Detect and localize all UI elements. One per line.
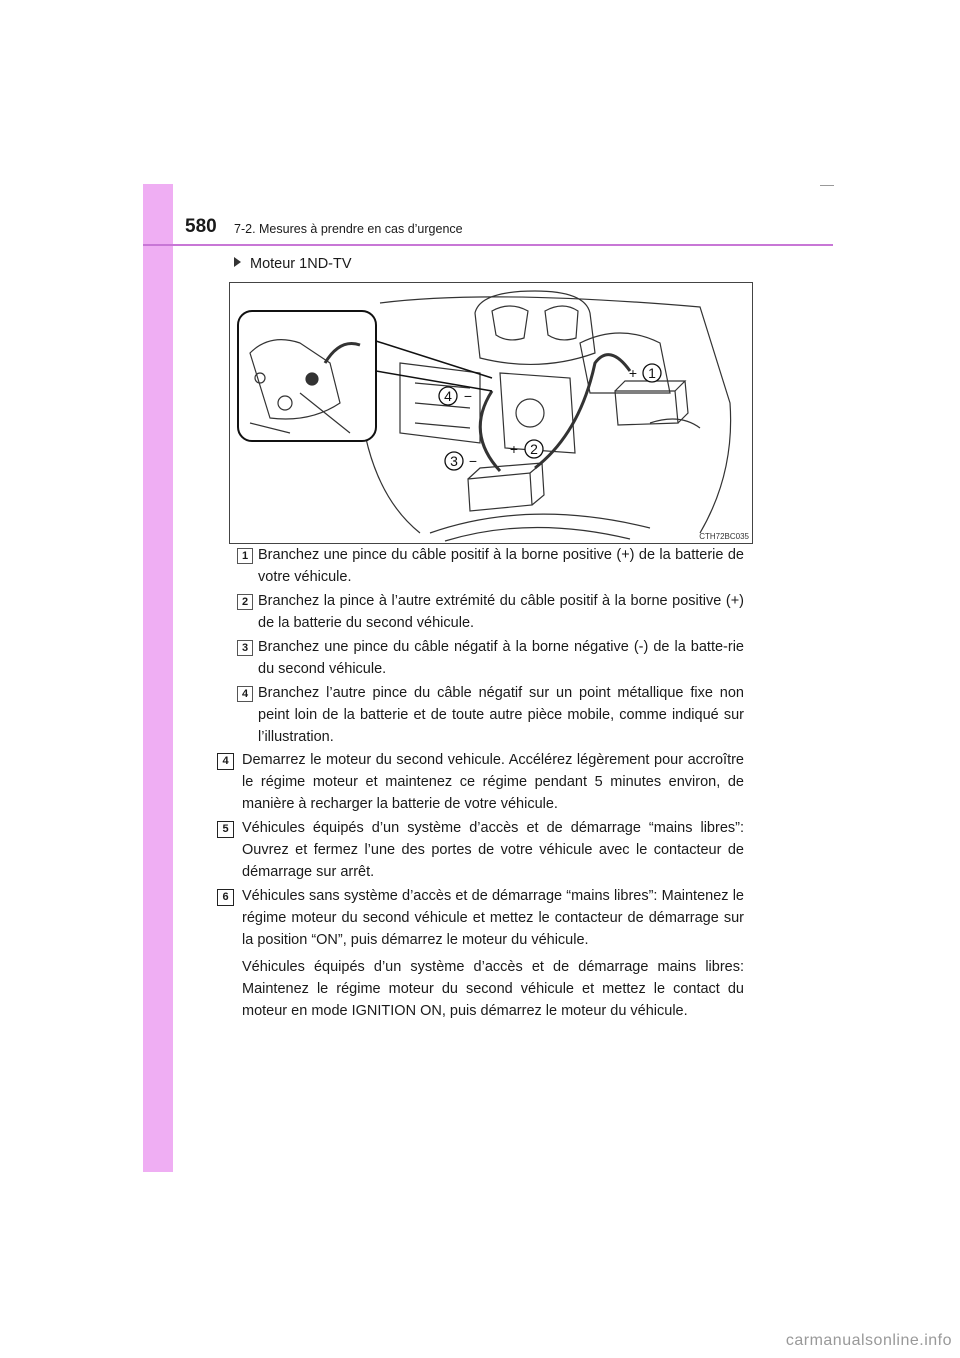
figure-code: CTH72BC035 xyxy=(699,532,749,541)
item-number-4: 4 xyxy=(237,686,253,702)
item-text-1: Branchez une pince du câble positif à la borne positive (+) de la batterie de votre véhicule. xyxy=(258,547,744,585)
page-number: 580 xyxy=(185,216,217,237)
subheading-text: Moteur 1ND-TV xyxy=(250,256,352,272)
item-text-4: Branchez l’autre pince du câble négatif sur un point métallique fixe non peint loin de la batterie et de toute autre pièce mobile, comme indiqué sur l’illustration. xyxy=(258,685,744,745)
minus-sign-3: − xyxy=(468,453,478,469)
chapter-sidebar-tab xyxy=(143,184,173,1172)
item-number-2: 2 xyxy=(237,594,253,610)
item-text-2: Branchez la pince à l’autre extrémité du câble positif à la borne positive (+) de la batterie du second véhicule. xyxy=(258,593,744,631)
vehicle-battery xyxy=(615,391,678,425)
item-text-3: Branchez une pince du câble négatif à la borne négative (-) de la batte-rie du second véhicule. xyxy=(258,639,744,677)
callout-4: 4 xyxy=(444,388,452,404)
negative-cable xyxy=(480,391,500,471)
section-title: 7-2. Mesures à prendre en cas d’urgence xyxy=(234,222,463,236)
engine-jump-start-illustration xyxy=(229,282,753,544)
callout-1: 1 xyxy=(648,365,656,381)
watermark: carmanualsonline.info xyxy=(785,1332,952,1349)
grille-top xyxy=(430,514,650,533)
step-number-6: 6 xyxy=(217,889,234,906)
triangle-bullet-icon xyxy=(234,257,241,267)
step-text-4: Demarrez le moteur du second vehicule. Accélérez légèrement pour accroître le régime moteur et maintenez ce régime pendant 5 minutes environ, de manière à recharger la batterie de votre véhicule. xyxy=(242,752,744,812)
header-rule xyxy=(143,244,833,246)
item-number-1: 1 xyxy=(237,548,253,564)
subheading xyxy=(234,256,352,272)
plus-sign-1: + xyxy=(628,365,638,381)
step-6-continuation: Véhicules équipés d’un système d’accès et de démarrage mains libres: Maintenez le régime moteur du second véhicule et mettez le contact du moteur en mode IGNITION ON, puis démarrez le moteur du véhicule. xyxy=(242,959,744,1019)
step-number-5: 5 xyxy=(217,821,234,838)
plus-sign-2: + xyxy=(509,441,519,457)
item-number-3: 3 xyxy=(237,640,253,656)
step-text-6: Véhicules sans système d’accès et de démarrage “mains libres”: Maintenez le régime moteur du second véhicule et mettez le contacteur de démarrage sur la position “ON”, puis démarrez le moteur du véhicule. xyxy=(242,888,744,948)
callout-3: 3 xyxy=(450,453,458,469)
minus-sign-4: − xyxy=(463,388,473,404)
corner-crop-mark xyxy=(820,185,834,186)
grille-bottom xyxy=(445,527,630,541)
hood-outline xyxy=(380,297,731,533)
booster-battery xyxy=(468,473,532,511)
callout-2: 2 xyxy=(530,441,538,457)
step-text-5: Véhicules équipés d’un système d’accès et de démarrage “mains libres”: Ouvrez et fermez l’une des portes de votre véhicule avec le contacteur de démarrage sur arrêt. xyxy=(242,820,744,880)
engine-bay-drawing xyxy=(230,283,752,543)
step-number-4: 4 xyxy=(217,753,234,770)
